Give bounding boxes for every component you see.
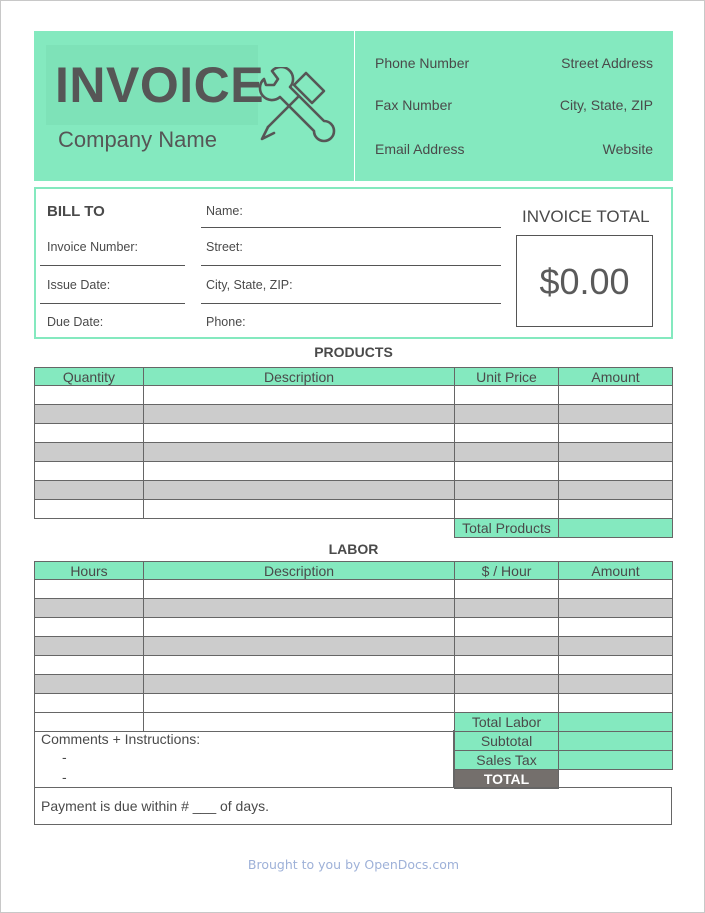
table-row[interactable] [35, 599, 673, 618]
street-line[interactable] [201, 265, 501, 266]
total-labor-value[interactable] [559, 713, 673, 732]
total-products-label: Total Products [455, 519, 559, 538]
invoice-total-value: $0.00 [539, 261, 630, 302]
total-products-value[interactable] [559, 519, 673, 538]
fax-label: Fax Number [375, 97, 453, 113]
subtotal-value[interactable] [559, 732, 673, 751]
total-value[interactable] [559, 770, 673, 789]
products-table [34, 367, 673, 538]
invoice-title: INVOICE [55, 57, 265, 113]
name-label: Name: [206, 204, 243, 218]
name-line[interactable] [201, 227, 501, 228]
table-row[interactable] [35, 580, 673, 599]
labor-title: LABOR [328, 541, 379, 557]
invoice-number-label: Invoice Number: [47, 240, 139, 254]
table-row[interactable] [35, 656, 673, 675]
bill-to-section [34, 187, 673, 339]
comment-line-1: - [62, 749, 67, 765]
table-row[interactable] [35, 405, 673, 424]
col-labor-description: Description [144, 562, 455, 580]
website-label: Website [602, 141, 653, 157]
total-products-row [35, 519, 673, 538]
payment-terms: Payment is due within # ___ of days. [41, 798, 270, 814]
payment-terms-box [34, 787, 672, 825]
col-amount: Amount [559, 368, 673, 386]
sales-tax-label: Sales Tax [455, 751, 559, 770]
col-quantity: Quantity [35, 368, 144, 386]
issue-date-label: Issue Date: [47, 278, 111, 292]
comment-line-2: - [62, 769, 67, 785]
bill-to-heading: BILL TO [47, 203, 105, 220]
labor-header-row [35, 562, 673, 580]
phone-label: Phone Number [375, 55, 470, 71]
invoice-number-line[interactable] [40, 265, 185, 266]
company-name: Company Name [58, 127, 217, 152]
city-line[interactable] [201, 303, 501, 304]
col-description: Description [144, 368, 455, 386]
table-row[interactable] [35, 618, 673, 637]
due-date-label: Due Date: [47, 315, 104, 329]
table-row[interactable] [35, 637, 673, 656]
city-field-label: City, State, ZIP: [206, 278, 293, 292]
table-row[interactable] [35, 424, 673, 443]
street-label: Street Address [561, 55, 653, 71]
col-labor-amount: Amount [559, 562, 673, 580]
col-rate: $ / Hour [455, 562, 559, 580]
comments-box[interactable] [34, 730, 454, 788]
sales-tax-value[interactable] [559, 751, 673, 770]
col-hours: Hours [35, 562, 144, 580]
total-labor-label: Total Labor [455, 713, 559, 732]
invoice-header [34, 31, 673, 181]
table-row[interactable] [35, 481, 673, 500]
phone-field-label: Phone: [206, 315, 246, 329]
total-labor-row [35, 713, 673, 732]
subtotal-label: Subtotal [455, 732, 559, 751]
invoice-total-label: INVOICE TOTAL [522, 207, 650, 226]
comments-heading: Comments + Instructions: [41, 731, 201, 747]
col-unit-price: Unit Price [455, 368, 559, 386]
table-row[interactable] [35, 443, 673, 462]
table-row[interactable] [35, 675, 673, 694]
table-row[interactable] [35, 694, 673, 713]
table-row[interactable] [35, 500, 673, 519]
email-label: Email Address [375, 141, 465, 157]
street-field-label: Street: [206, 240, 243, 254]
invoice-total-box [516, 235, 653, 327]
products-header-row [35, 368, 673, 386]
header-divider [354, 31, 355, 181]
city-label: City, State, ZIP [559, 97, 653, 113]
total-label: TOTAL [455, 770, 559, 789]
table-row[interactable] [35, 386, 673, 405]
issue-date-line[interactable] [40, 303, 185, 304]
footer-credit[interactable]: Brought to you by OpenDocs.com [247, 857, 460, 872]
products-title: PRODUCTS [314, 344, 393, 360]
tools-icon [254, 67, 338, 151]
table-row[interactable] [35, 462, 673, 481]
